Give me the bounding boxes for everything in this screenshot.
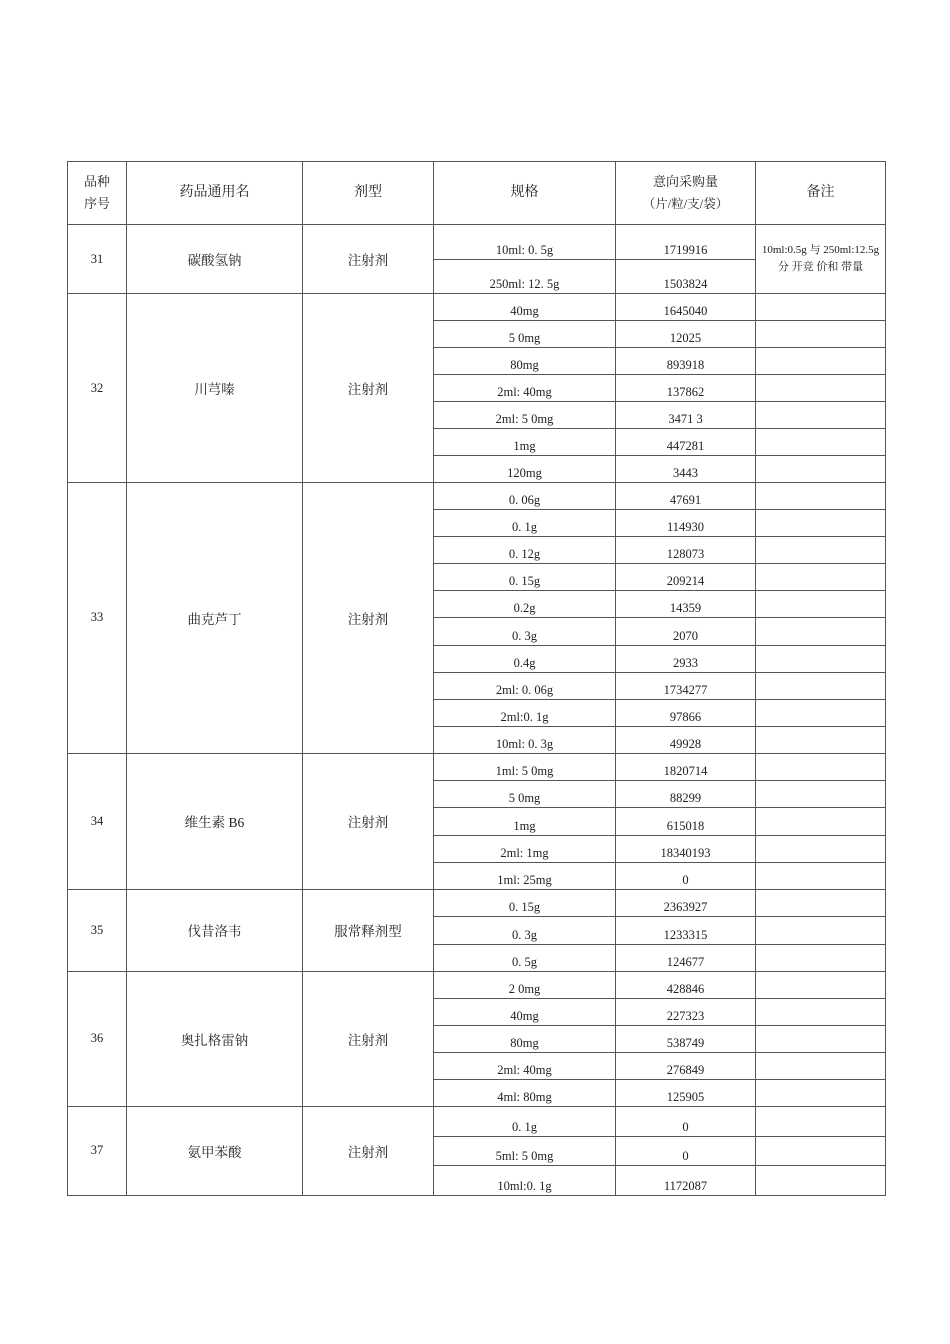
cell-note: [756, 645, 886, 672]
cell-quantity: 447281: [616, 429, 756, 456]
header-note: 备注: [756, 162, 886, 225]
cell-quantity: 125905: [616, 1079, 756, 1106]
cell-quantity: 1820714: [616, 753, 756, 780]
cell-drug-name: 曲克芦丁: [127, 483, 303, 754]
cell-note: [756, 1166, 886, 1196]
cell-spec: 0. 5g: [434, 944, 616, 971]
cell-index: 33: [68, 483, 127, 754]
table-row: [68, 889, 886, 916]
cell-index: 31: [68, 225, 127, 294]
cell-spec: 120mg: [434, 456, 616, 483]
cell-quantity: 14359: [616, 591, 756, 618]
cell-quantity: 1503824: [616, 259, 756, 294]
cell-spec: 0. 1g: [434, 1106, 616, 1136]
cell-dosage-form: 注射剂: [303, 225, 434, 294]
cell-note: [756, 808, 886, 835]
cell-drug-name: 碳酸氢钠: [127, 225, 303, 294]
cell-quantity: 227323: [616, 998, 756, 1025]
cell-spec: 2ml: 40mg: [434, 1052, 616, 1079]
procurement-table: [67, 161, 886, 1196]
table-row: [68, 1106, 886, 1136]
cell-note: [756, 1025, 886, 1052]
cell-quantity: 124677: [616, 944, 756, 971]
cell-spec: 5 0mg: [434, 321, 616, 348]
cell-spec: 5 0mg: [434, 781, 616, 808]
cell-quantity: 2933: [616, 645, 756, 672]
cell-spec: 250ml: 12. 5g: [434, 259, 616, 294]
cell-note: [756, 1079, 886, 1106]
cell-spec: 10ml: 0. 3g: [434, 726, 616, 753]
cell-index: 32: [68, 294, 127, 483]
cell-note: [756, 726, 886, 753]
cell-quantity: 1734277: [616, 672, 756, 699]
cell-quantity: 1172087: [616, 1166, 756, 1196]
cell-quantity: 114930: [616, 510, 756, 537]
header-qty-line1: 意向采购量: [652, 174, 718, 189]
cell-spec: 10ml:0. 1g: [434, 1166, 616, 1196]
header-spec: 规格: [434, 162, 616, 225]
cell-quantity: 1645040: [616, 294, 756, 321]
cell-note: [756, 294, 886, 321]
cell-spec: 0. 15g: [434, 564, 616, 591]
cell-spec: 0. 12g: [434, 537, 616, 564]
header-index-line2: 序号: [83, 196, 110, 211]
cell-spec: 2ml: 40mg: [434, 375, 616, 402]
cell-spec: 40mg: [434, 998, 616, 1025]
cell-drug-name: 川芎嗪: [127, 294, 303, 483]
cell-note: [756, 456, 886, 483]
cell-quantity: 88299: [616, 781, 756, 808]
cell-note: [756, 537, 886, 564]
cell-quantity: 47691: [616, 483, 756, 510]
cell-quantity: 3443: [616, 456, 756, 483]
cell-quantity: 97866: [616, 699, 756, 726]
cell-spec: 1mg: [434, 808, 616, 835]
cell-spec: 0. 3g: [434, 917, 616, 944]
cell-spec: 1mg: [434, 429, 616, 456]
table-row: [68, 753, 886, 780]
cell-spec: 0. 06g: [434, 483, 616, 510]
cell-note: [756, 835, 886, 862]
cell-note: [756, 618, 886, 645]
cell-quantity: 538749: [616, 1025, 756, 1052]
cell-note: [756, 321, 886, 348]
header-qty: [616, 162, 756, 225]
cell-quantity: 0: [616, 862, 756, 889]
cell-quantity: 3471 3: [616, 402, 756, 429]
cell-note: [756, 781, 886, 808]
cell-note: [756, 917, 886, 944]
cell-spec: 4ml: 80mg: [434, 1079, 616, 1106]
cell-note: [756, 944, 886, 971]
cell-drug-name: 氨甲苯酸: [127, 1106, 303, 1195]
cell-quantity: 128073: [616, 537, 756, 564]
cell-note: [756, 375, 886, 402]
cell-note: [756, 1106, 886, 1136]
cell-quantity: 428846: [616, 971, 756, 998]
cell-note: [756, 348, 886, 375]
cell-dosage-form: 注射剂: [303, 971, 434, 1106]
table-body: [68, 225, 886, 1196]
cell-note: [756, 1052, 886, 1079]
cell-spec: 1ml: 5 0mg: [434, 753, 616, 780]
table-row: [68, 971, 886, 998]
cell-quantity: 893918: [616, 348, 756, 375]
cell-quantity: 137862: [616, 375, 756, 402]
cell-spec: 2ml: 0. 06g: [434, 672, 616, 699]
cell-dosage-form: 服常释剂型: [303, 889, 434, 971]
cell-quantity: 2363927: [616, 889, 756, 916]
cell-spec: 0.2g: [434, 591, 616, 618]
cell-quantity: 615018: [616, 808, 756, 835]
cell-spec: 0. 3g: [434, 618, 616, 645]
cell-quantity: 12025: [616, 321, 756, 348]
cell-note: [756, 699, 886, 726]
header-form: 剂型: [303, 162, 434, 225]
cell-spec: 2 0mg: [434, 971, 616, 998]
cell-quantity: 49928: [616, 726, 756, 753]
cell-quantity: 2070: [616, 618, 756, 645]
cell-quantity: 0: [616, 1106, 756, 1136]
cell-index: 36: [68, 971, 127, 1106]
cell-spec: 10ml: 0. 5g: [434, 225, 616, 260]
cell-dosage-form: 注射剂: [303, 483, 434, 754]
header-name: 药品通用名: [127, 162, 303, 225]
cell-dosage-form: 注射剂: [303, 294, 434, 483]
cell-note: [756, 753, 886, 780]
header-index-line1: 品种: [83, 174, 110, 189]
table-row: [68, 225, 886, 260]
cell-note: 10ml:0.5g 与 250ml:12.5g 分 开竞 价和 带量: [756, 225, 886, 294]
cell-note: [756, 889, 886, 916]
cell-drug-name: 伐昔洛韦: [127, 889, 303, 971]
cell-quantity: 1233315: [616, 917, 756, 944]
cell-note: [756, 971, 886, 998]
cell-index: 34: [68, 753, 127, 889]
cell-note: [756, 483, 886, 510]
cell-note: [756, 591, 886, 618]
cell-drug-name: 维生素 B6: [127, 753, 303, 889]
cell-drug-name: 奥扎格雷钠: [127, 971, 303, 1106]
cell-note: [756, 1136, 886, 1166]
cell-quantity: 276849: [616, 1052, 756, 1079]
cell-spec: 2ml: 5 0mg: [434, 402, 616, 429]
cell-spec: 80mg: [434, 348, 616, 375]
cell-dosage-form: 注射剂: [303, 1106, 434, 1195]
cell-note: [756, 402, 886, 429]
header-qty-line2: （片/粒/支/袋）: [642, 197, 729, 211]
cell-spec: 2ml: 1mg: [434, 835, 616, 862]
header-row: [68, 162, 886, 225]
cell-note: [756, 672, 886, 699]
cell-note: [756, 429, 886, 456]
cell-quantity: 1719916: [616, 225, 756, 260]
cell-spec: 80mg: [434, 1025, 616, 1052]
table-row: [68, 483, 886, 510]
cell-quantity: 209214: [616, 564, 756, 591]
cell-note: [756, 862, 886, 889]
header-index: [68, 162, 127, 225]
cell-quantity: 0: [616, 1136, 756, 1166]
cell-note: [756, 564, 886, 591]
cell-spec: 0. 1g: [434, 510, 616, 537]
cell-spec: 0.4g: [434, 645, 616, 672]
cell-spec: 2ml:0. 1g: [434, 699, 616, 726]
table-row: [68, 294, 886, 321]
cell-quantity: 18340193: [616, 835, 756, 862]
cell-note: [756, 510, 886, 537]
cell-dosage-form: 注射剂: [303, 753, 434, 889]
cell-note: [756, 998, 886, 1025]
cell-spec: 40mg: [434, 294, 616, 321]
cell-index: 37: [68, 1106, 127, 1195]
cell-spec: 5ml: 5 0mg: [434, 1136, 616, 1166]
cell-index: 35: [68, 889, 127, 971]
cell-spec: 0. 15g: [434, 889, 616, 916]
cell-spec: 1ml: 25mg: [434, 862, 616, 889]
